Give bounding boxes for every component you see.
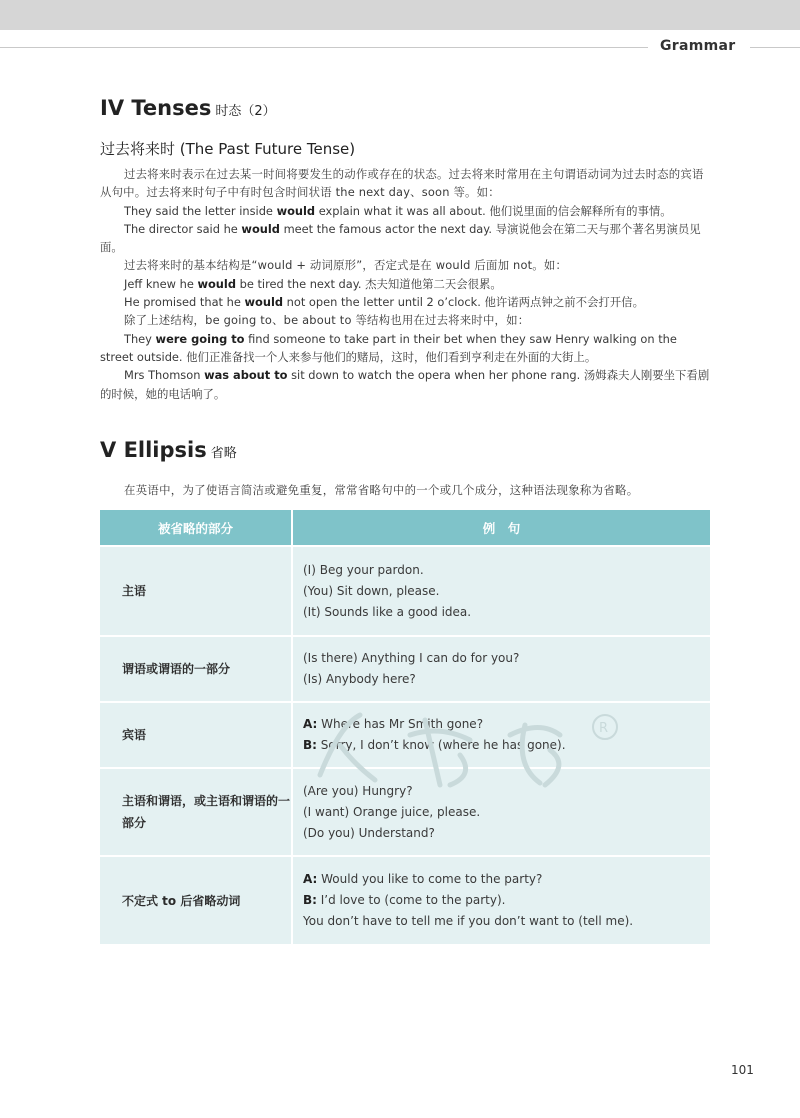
speaker-label: B: (303, 893, 317, 907)
example-line: (I want) Orange juice, please. (303, 804, 481, 819)
section-title-en: IV Tenses (100, 96, 212, 120)
svg-text:R: R (599, 721, 609, 736)
example-cell (292, 546, 710, 636)
omitted-part-cell: 宾语 (100, 702, 292, 768)
running-header: Grammar (660, 38, 736, 54)
example-line: A: Where has Mr Smith gone? (303, 717, 484, 731)
example-cell (292, 636, 710, 702)
table-header-cell: 例 句 (292, 510, 710, 546)
page-number: 101 (731, 1063, 754, 1077)
header-rule (0, 47, 648, 48)
example-sentence: They said the letter inside would explain what it was all about. 他们说里面的信会解释所有的事情。 (124, 203, 672, 218)
omitted-part-cell: 主语和谓语，或主语和谓语的一部分 (100, 768, 292, 856)
example-sentence: They were going to find someone to take part in their bet when they saw Henry walking on the street outside. 他们正准备找一个人来参与他们的赌局，这时，他们看到亨利走在外面的大街上。 (100, 331, 677, 364)
speaker-label: A: (303, 872, 318, 886)
ellipsis-table (100, 510, 710, 944)
table-header-row (100, 510, 710, 546)
example-sentence: He promised that he would not open the letter until 2 o’clock. 他许诺两点钟之前不会打开信。 (124, 295, 644, 310)
example-sentence: Mrs Thomson was about to sit down to watch the opera when her phone rang. 汤姆森夫人刚要坐下看剧的时候，她的电话响了。 (100, 368, 710, 401)
paragraph: 过去将来时表示在过去某一时间将要发生的动作或存在的状态。过去将来时常用在主句谓语动词为过去时态的宾语从句中。过去将来时句子中有时包含时间状语 the next day、soon 等。如： (100, 167, 704, 200)
table-row (100, 702, 710, 768)
example-line: (Is there) Anything I can do for you? (303, 651, 520, 665)
omitted-part-cell: 主语 (100, 546, 292, 636)
top-band (0, 0, 800, 30)
speaker-label: A: (303, 717, 318, 731)
paragraph: 除了上述结构，be going to、be about to 等结构也用在过去将来时中，如： (124, 313, 530, 328)
ellipsis-intro: 在英语中，为了使语言简洁或避免重复，常常省略句中的一个或几个成分，这种语法现象称为省略。 (124, 483, 639, 497)
table-row (100, 856, 710, 944)
example-line: (Are you) Hungry? (303, 783, 413, 798)
table-row (100, 636, 710, 702)
example-line: A: Would you like to come to the party? (303, 872, 543, 886)
subheading-past-future: 过去将来时 (The Past Future Tense) (100, 140, 356, 158)
section-title-en: V Ellipsis (100, 438, 207, 462)
section-title-zh: 时态（2） (215, 104, 276, 119)
example-cell (292, 768, 710, 856)
table-row (100, 546, 710, 636)
example-line: (You) Sit down, please. (303, 583, 440, 598)
table-header-cell: 被省略的部分 (100, 510, 292, 546)
example-line: You don’t have to tell me if you don’t want to (tell me). (303, 914, 634, 928)
section-title-zh: 省略 (210, 446, 237, 461)
example-line: (Do you) Understand? (303, 825, 435, 840)
example-line: (I) Beg your pardon. (303, 562, 424, 577)
header-rule-right (750, 47, 800, 48)
example-line: B: Sorry, I don’t know (where he has gone). (303, 738, 566, 752)
omitted-part-cell: 谓语或谓语的一部分 (100, 636, 292, 702)
example-line: (It) Sounds like a good idea. (303, 604, 472, 619)
tenses-body (100, 165, 712, 403)
section-title-ellipsis (100, 438, 237, 462)
table-row (100, 768, 710, 856)
example-line: (Is) Anybody here? (303, 672, 416, 686)
example-sentence: Jeff knew he would be tired the next day. 杰夫知道他第二天会很累。 (124, 276, 502, 291)
speaker-label: B: (303, 738, 317, 752)
example-line: B: I’d love to (come to the party). (303, 893, 506, 907)
example-cell (292, 702, 710, 768)
example-cell (292, 856, 710, 944)
omitted-part-cell: 不定式 to 后省略动词 (100, 856, 292, 944)
paragraph: 过去将来时的基本结构是“would + 动词原形”，否定式是在 would 后面加 not。如： (124, 258, 568, 273)
section-title-tenses (100, 96, 276, 120)
example-sentence: The director said he would meet the famous actor the next day. 导演说他会在第二天与那个著名男演员见面。 (100, 221, 701, 255)
